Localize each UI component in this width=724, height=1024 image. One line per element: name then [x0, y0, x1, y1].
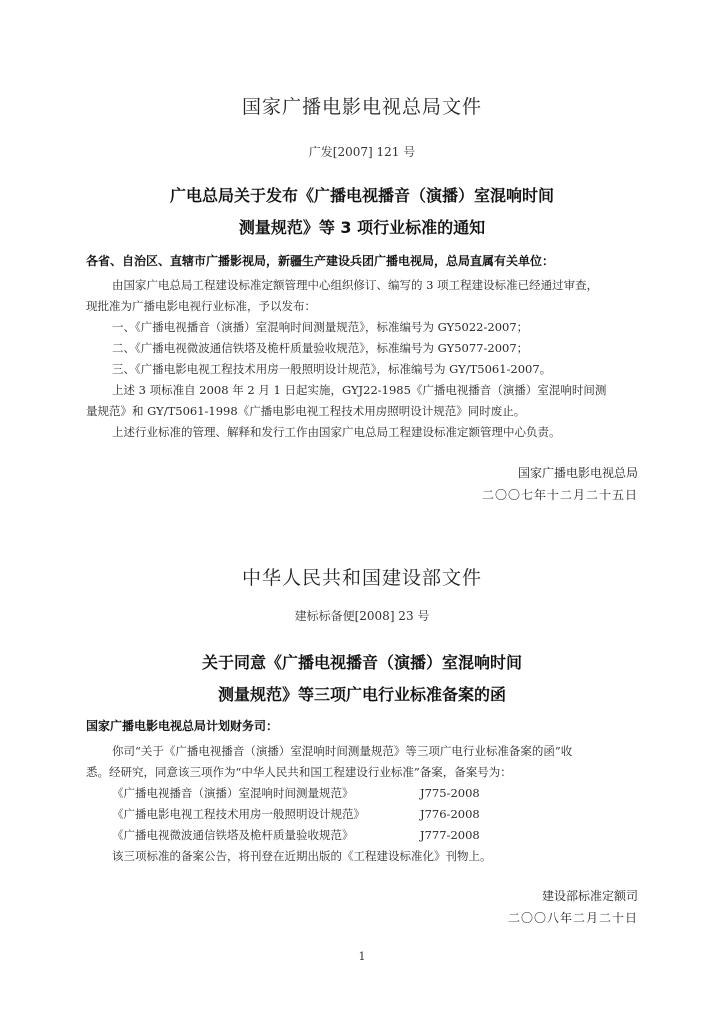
section2-heading-line2: 测量规范》等三项广电行业标准备案的函 — [217, 685, 506, 704]
section1-addressee: 各省、自治区、直辖市广播影视局，新疆生产建设兵团广播电视局，总局直属有关单位： — [86, 254, 555, 268]
section1-date: 二〇〇七年十二月二十五日 — [481, 488, 638, 502]
section2-para1-line2: 悉。经研究，同意该三项作为“中华人民共和国工程建设行业标准”备案，备案号为： — [86, 765, 512, 779]
section1-heading-line1: 广电总局关于发布《广播电视播音（演播）室混响时间 — [169, 186, 554, 205]
section2-addressee: 国家广播电影电视总局计划财务司： — [86, 719, 279, 733]
section1-title: 国家广播电影电视总局文件 — [241, 96, 482, 118]
section2-doc-number: 建标标备便[2008] 23 号 — [294, 609, 430, 623]
section2-heading-line1: 关于同意《广播电视播音（演播）室混响时间 — [201, 653, 522, 672]
section2-signature: 建设部标准定额司 — [541, 889, 638, 903]
section1-item2: 二、《广播电视微波通信铁塔及桅杆质量验收规范》，标准编号为 GY5077-2007； — [112, 341, 529, 355]
record-code: J777-2008 — [420, 828, 480, 842]
section2-title: 中华人民共和国建设部文件 — [241, 567, 482, 589]
section1-heading-line2: 测量规范》等 3 项行业标准的通知 — [238, 218, 486, 237]
record-row — [112, 804, 612, 825]
section1-item1: 一、《广播电视播音（演播）室混响时间测量规范》，标准编号为 GY5022-2007； — [112, 320, 529, 334]
section2-para1-line1: 你司“关于《广播电视播音（演播）室混响时间测量规范》等三项广电行业标准备案的函”收 — [112, 744, 573, 758]
record-code: J775-2008 — [420, 786, 480, 800]
page-number: 1 — [358, 950, 366, 963]
record-name: 《广播电视微波通信铁塔及桅杆质量验收规范》 — [112, 828, 354, 842]
section1-para2-line2: 量规范》和 GY/T5061-1998《广播电影电视工程技术用房照明设计规范》同时废止。 — [86, 404, 526, 418]
record-row — [112, 783, 612, 804]
section2-date: 二〇〇八年二月二十日 — [507, 911, 638, 925]
section1-para1-line2: 现批准为广播电影电视行业标准，予以发布： — [86, 299, 316, 313]
record-row — [112, 825, 612, 846]
section1-para3: 上述行业标准的管理、解释和发行工作由国家广电总局工程建设标准定额管理中心负责。 — [112, 425, 561, 439]
section1-item3: 三、《广播电影电视工程技术用房一般照明设计规范》，标准编号为 GY/T5061-2007。 — [112, 362, 552, 376]
section2-para2: 该三项标准的备案公告，将刊登在近期出版的《工程建设标准化》刊物上。 — [112, 849, 492, 863]
section1-doc-number: 广发[2007] 121 号 — [308, 145, 416, 159]
section1-para1-line1: 由国家广电总局工程建设标准定额管理中心组织修订、编写的 3 项工程建设标准已经通过审查， — [112, 278, 599, 292]
record-code: J776-2008 — [420, 807, 480, 821]
record-name: 《广播电视播音（演播）室混响时间测量规范》 — [112, 786, 354, 800]
section1-signature: 国家广播电影电视总局 — [517, 466, 638, 480]
record-name: 《广播电影电视工程技术用房一般照明设计规范》 — [112, 807, 365, 821]
section1-para2-line1: 上述 3 项标准自 2008 年 2 月 1 日起实施，GYJ22-1985《广播电视播音（演播）室混响时间测 — [112, 383, 607, 397]
